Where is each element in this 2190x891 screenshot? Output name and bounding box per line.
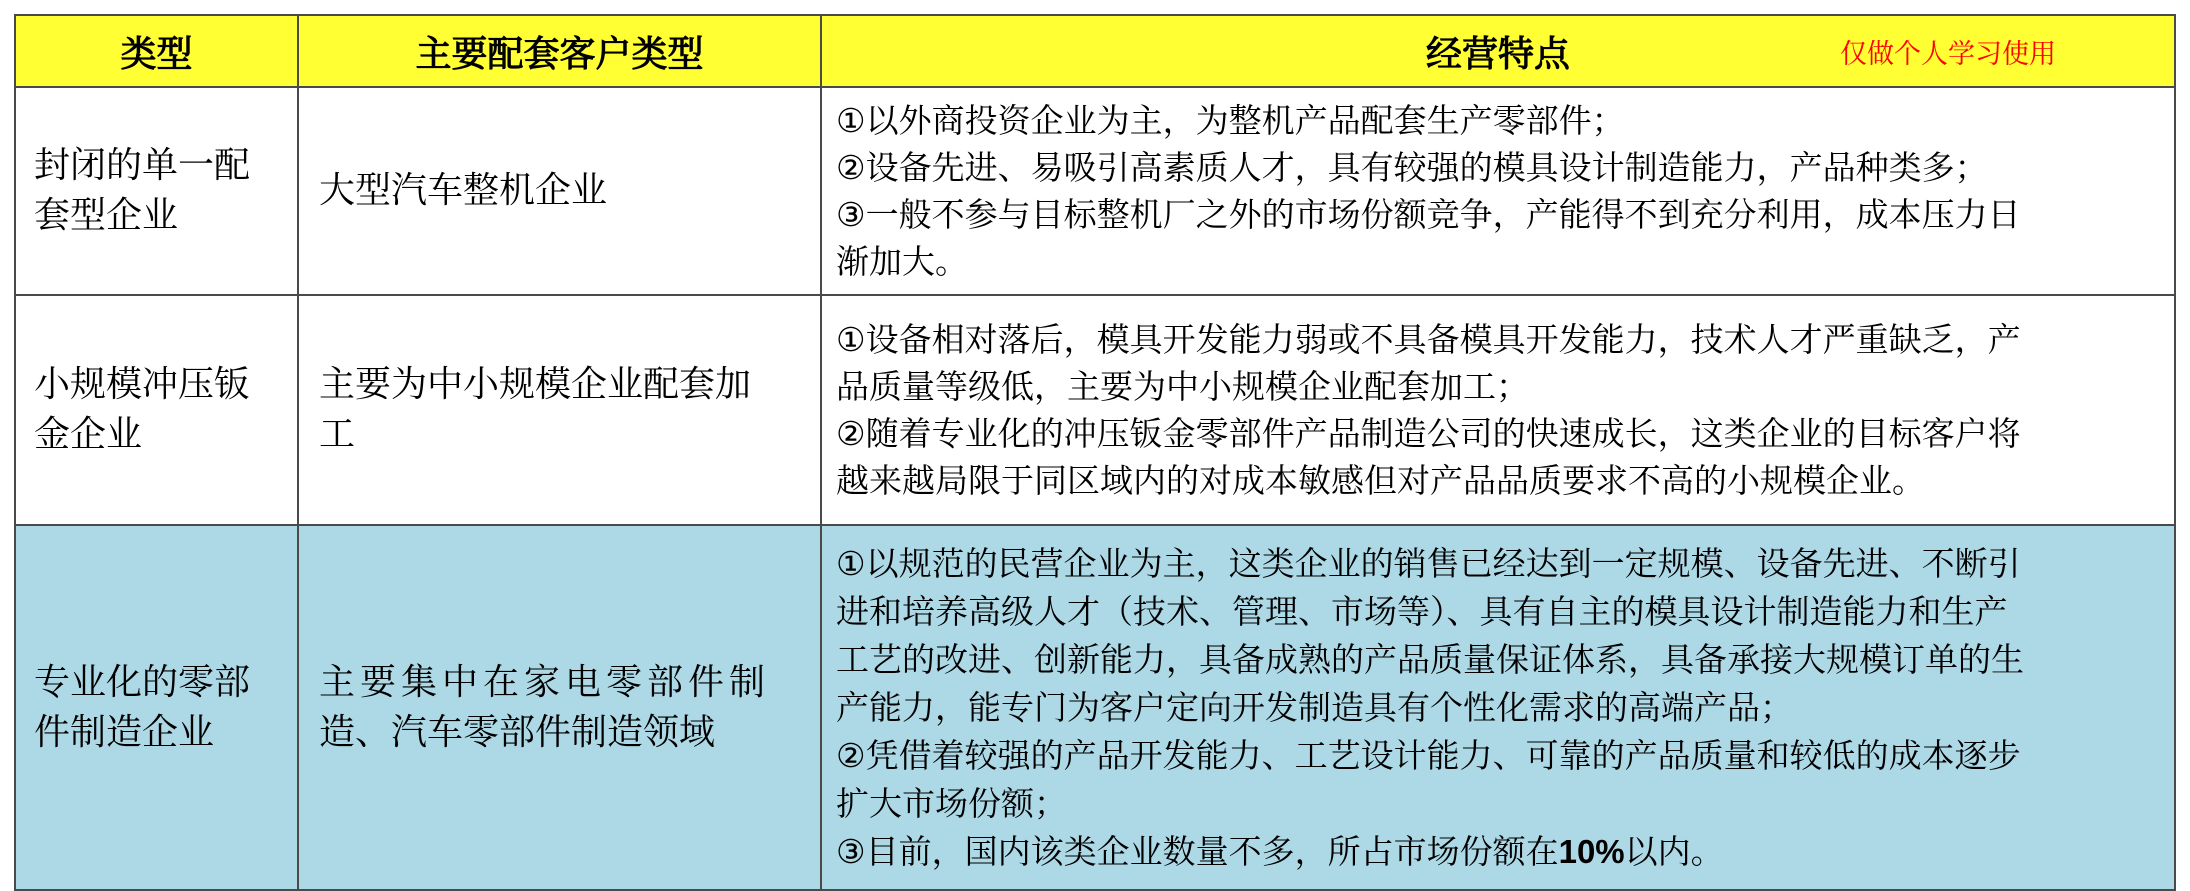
- features-cell: [821, 87, 2175, 295]
- type-cell: [15, 525, 298, 890]
- feature-line: ②设备先进、易吸引高素质人才，具有较强的模具设计制造能力，产品种类多；: [836, 148, 1988, 187]
- feature-line: 产能力，能专门为客户定向开发制造具有个性化需求的高端产品；: [836, 687, 1793, 727]
- customer-line: 主要集中在家电零部件制: [319, 661, 771, 703]
- feature-line: 品质量等级低，主要为中小规模企业配套加工；: [836, 367, 1529, 406]
- customer-cell: [298, 295, 821, 525]
- enterprise-type-table: [14, 14, 2176, 891]
- feature-line: ①以规范的民营企业为主，这类企业的销售已经达到一定规模、设备先进、不断引: [836, 543, 2021, 583]
- feature-line: 进和培养高级人才（技术、管理、市场等）、具有自主的模具设计制造能力和生产: [836, 591, 2008, 631]
- feature-line: 工艺的改进、创新能力，具备成熟的产品质量保证体系，具备承接大规模订单的生: [836, 639, 2024, 679]
- table-header-row: [15, 15, 2175, 87]
- header-features: [821, 15, 2175, 87]
- type-cell: [15, 87, 298, 295]
- market-share-value: 10%: [1558, 832, 1625, 870]
- header-features-label: 经营特点: [1425, 33, 1570, 75]
- customer-line: 造、汽车零部件制造领域: [319, 711, 716, 753]
- feature-line: 扩大市场份额；: [836, 783, 1067, 823]
- feature-line: ②随着专业化的冲压钣金零部件产品制造公司的快速成长，这类企业的目标客户将: [836, 414, 2021, 453]
- customer-line: 主要为中小规模企业配套加: [319, 364, 752, 405]
- features-cell: [821, 525, 2175, 890]
- feature-line: ②凭借着较强的产品开发能力、工艺设计能力、可靠的产品质量和较低的成本逐步: [836, 735, 2021, 775]
- customer-cell: [298, 87, 821, 295]
- table-row-highlighted: [15, 525, 2175, 890]
- type-line: 金企业: [34, 414, 143, 455]
- table-row: [15, 87, 2175, 295]
- customer-line: 工: [319, 414, 356, 455]
- type-line: 件制造企业: [34, 711, 215, 753]
- customer-line: 大型汽车整机企业: [319, 170, 608, 211]
- feature-line: 越来越局限于同区域内的对成本敏感但对产品品质要求不高的小规模企业。: [836, 461, 1925, 500]
- type-line: 小规模冲压钣: [34, 364, 251, 405]
- table-row: [15, 295, 2175, 525]
- type-line: 封闭的单一配: [34, 145, 251, 186]
- watermark-text: 仅做个人学习使用: [1840, 39, 2056, 70]
- header-type: 类型: [15, 15, 298, 87]
- features-cell: [821, 295, 2175, 525]
- feature-line: ①以外商投资企业为主，为整机产品配套生产零部件；: [836, 101, 1625, 140]
- feature-text: ③目前，国内该类企业数量不多，所占市场份额在: [836, 831, 1559, 871]
- feature-line: 渐加大。: [836, 242, 968, 281]
- feature-line: ①设备相对落后，模具开发能力弱或不具备模具开发能力，技术人才严重缺乏，产: [836, 320, 2021, 359]
- header-customer-type: 主要配套客户类型: [298, 15, 821, 87]
- type-line: 套型企业: [34, 195, 179, 236]
- customer-cell: [298, 525, 821, 890]
- feature-line: ③一般不参与目标整机厂之外的市场份额竞争，产能得不到充分利用，成本压力日: [836, 195, 2021, 234]
- feature-text: 以内。: [1624, 831, 1724, 871]
- type-line: 专业化的零部: [34, 661, 251, 703]
- type-cell: [15, 295, 298, 525]
- feature-line-last: [836, 828, 2160, 876]
